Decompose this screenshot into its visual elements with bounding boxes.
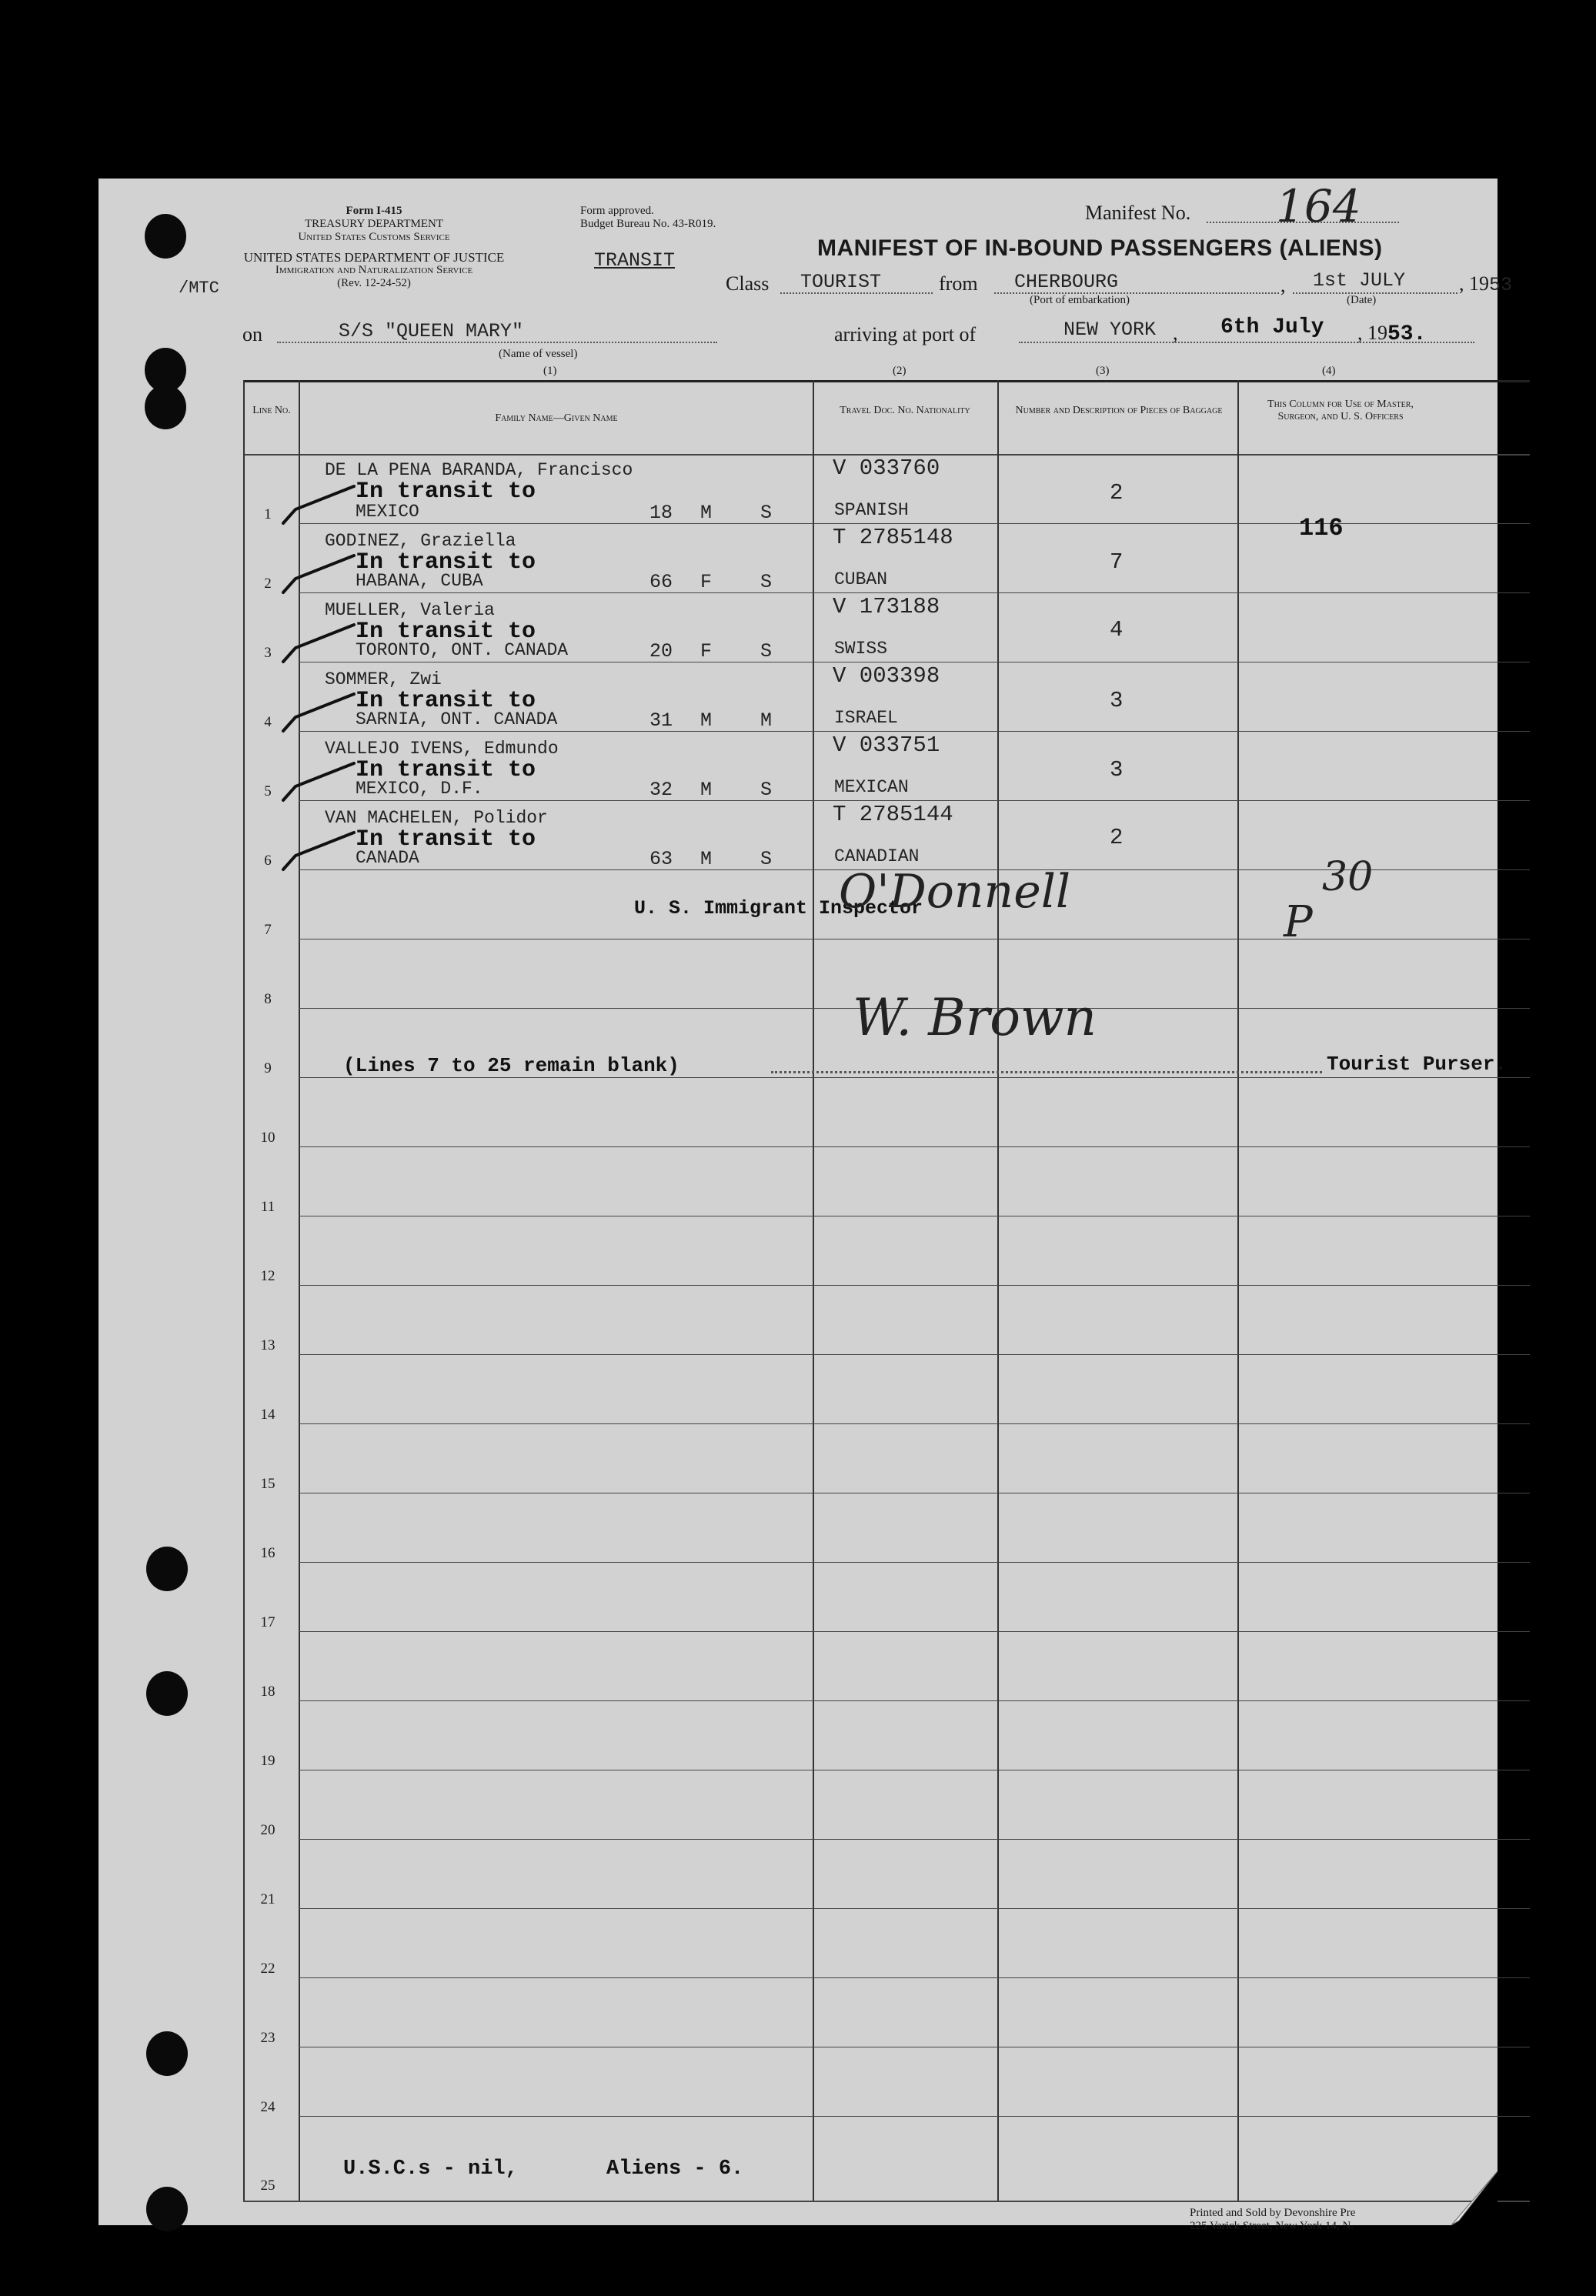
passenger-name: SOMMER, Zwi	[325, 669, 442, 689]
header-travel-doc: Travel Doc. No. Nationality	[840, 405, 970, 416]
sex: M	[700, 709, 713, 732]
transit-label: In transit to	[356, 757, 536, 783]
blank-lines-note: (Lines 7 to 25 remain blank)	[343, 1054, 679, 1077]
passenger-name: MUELLER, Valeria	[325, 600, 495, 620]
line-number: 20	[260, 1822, 275, 1838]
punch-hole	[146, 2031, 188, 2076]
inspector-note-bottom: P	[1284, 897, 1313, 947]
line-number: 24	[260, 2099, 275, 2115]
age: 63	[649, 848, 673, 870]
passenger-name: VALLEJO IVENS, Edmundo	[325, 739, 559, 759]
vessel-name: S/S "QUEEN MARY"	[339, 320, 524, 342]
form-revision: (Rev. 12-24-52)	[337, 277, 411, 289]
column-2-caption: (2)	[893, 365, 907, 377]
transit-label: In transit to	[356, 619, 536, 645]
marital-status: M	[760, 709, 773, 732]
on-label: on	[242, 323, 262, 345]
port-of-arrival: NEW YORK	[1063, 319, 1157, 341]
class-value: TOURIST	[800, 271, 882, 293]
embarkation-caption: (Port of embarkation)	[1030, 294, 1130, 306]
punch-hole	[146, 1671, 188, 1716]
line-number: 13	[260, 1337, 275, 1353]
transit-label: In transit to	[356, 688, 536, 714]
printer-line-2: 225 Varick Street, New York 14, N.	[1190, 2220, 1354, 2232]
column-4-caption: (4)	[1322, 365, 1336, 377]
marital-status: S	[760, 779, 773, 801]
date-caption: (Date)	[1347, 294, 1377, 306]
vessel-caption: (Name of vessel)	[499, 348, 578, 360]
transit-label: In transit to	[356, 479, 536, 505]
budget-bureau: Budget Bureau No. 43-R019.	[580, 218, 716, 230]
port-of-embarkation: CHERBOURG	[1014, 271, 1119, 293]
baggage-count: 7	[1110, 549, 1124, 575]
officer-note: 116	[1299, 514, 1344, 542]
printer-line-1: Printed and Sold by Devonshire Pre	[1190, 2207, 1356, 2219]
marital-status: S	[760, 640, 773, 662]
check-marks	[277, 479, 369, 879]
line-number: 10	[260, 1130, 275, 1146]
line-number: 5	[264, 783, 272, 799]
transit-label: In transit to	[356, 549, 536, 576]
column-1-caption: (1)	[543, 365, 557, 377]
line-number: 25	[260, 2178, 275, 2194]
manifest-title: MANIFEST OF IN-BOUND PASSENGERS (ALIENS)	[817, 235, 1383, 261]
travel-doc-number: V 003398	[833, 663, 940, 689]
from-label: from	[939, 272, 978, 295]
customs-service: United States Customs Service	[298, 231, 450, 243]
line-number: 8	[264, 991, 272, 1007]
line-number: 21	[260, 1891, 275, 1907]
sex: F	[700, 640, 713, 662]
nationality: CUBAN	[834, 569, 888, 589]
inspector-signature: O'Donnell	[839, 865, 1071, 919]
travel-doc-number: T 2785144	[833, 802, 953, 827]
marital-status: S	[760, 571, 773, 593]
mtc-mark: /MTC	[179, 279, 219, 298]
travel-doc-number: T 2785148	[833, 525, 953, 550]
manifest-label: Manifest No.	[1085, 202, 1191, 224]
baggage-count: 2	[1110, 480, 1124, 506]
purser-title: Tourist Purser.	[1327, 1053, 1508, 1076]
destination: MEXICO, D.F.	[356, 779, 483, 799]
nationality: CANADIAN	[834, 846, 920, 866]
arrival-date: 6th July	[1220, 315, 1324, 339]
baggage-count: 4	[1110, 617, 1124, 642]
line-number: 17	[260, 1614, 275, 1630]
line-number: 23	[260, 2030, 275, 2046]
class-label: Class	[726, 272, 770, 295]
column-3-caption: (3)	[1096, 365, 1110, 377]
punch-hole	[145, 214, 186, 259]
nationality: SPANISH	[834, 500, 909, 520]
baggage-count: 2	[1110, 825, 1124, 850]
header-name: Family Name—Given Name	[495, 412, 618, 424]
folded-corner	[1451, 2171, 1498, 2225]
header-officers: This Column for Use of Master, Surgeon, and U. S. Officers	[1267, 399, 1414, 422]
line-number: 22	[260, 1961, 275, 1977]
line-number: 15	[260, 1476, 275, 1492]
punch-hole	[146, 1547, 188, 1591]
age: 66	[649, 571, 673, 593]
line-number: 12	[260, 1268, 275, 1284]
destination: CANADA	[356, 848, 419, 868]
marital-status: S	[760, 848, 773, 870]
form-number: Form I-415	[346, 205, 402, 217]
manifest-sheet: Form I-415 TREASURY DEPARTMENT United States Customs Service UNITED STATES DEPARTMENT OF JUSTICE Immigration and Naturalization Service (Rev. 12-24-52) /MTC Form approved. Budget Bureau No. 43-R019. TRANSIT Manifest No. 164 MANIFEST OF IN-BOUND PASSENGERS (ALIENS) Class TOURIST from CHERBOURG (Port of embarkation) , 1st JULY (Date) , 1953 on S/S "QUEEN MARY" (Name of vessel) (1) arriving at port of NEW YORK , 6th July , 1953. (2) (3) (4) Line No. Family Name—Given Name Travel Doc. No. Nationality Number and Description of Pieces of Baggage This Column for Use of Master, Surgeon, and U. S. Officers 1 2 3 4 5 6 7 8 9 10 11 12 13 14 15 16 17 18 19 20 21 22 23 24 25 DE LA PENA BARANDA, Francisco In transit to MEXICO 18 M S V 033760 SPANISH 2 116 GODINEZ, Graziella In transit to HABANA, CUBA 66 F S T 2785148 CUBAN 7 MUELLER, Valeria In transit to TORONTO, ONT. CANADA 20 F S V 173188 SWISS 4 SOMMER, Zwi In transit to SARNIA, ONT. CANADA 31 M M V 003398 ISRAEL 3 VALLEJO IVENS, Edmundo In transit to MEXICO, D.F. 32 M S V 033751 MEXICAN 3 VAN MACHELEN, Polidor In transit to CANADA 63 M S T 2785144 CANADIAN 2 U. S. Immigrant Inspector O'Donnell 30 P (Lines 7 to 25 remain blank) W. Brown Tourist Purser. U.S.C.s - nil, Aliens - 6. Printed and Sold by Devonshire Pre 225 Varick Street, New York 14, N.	[98, 179, 1498, 2225]
line-number: 16	[260, 1545, 275, 1561]
sex: M	[700, 848, 713, 870]
line-number: 14	[260, 1407, 275, 1423]
treasury-dept: TREASURY DEPARTMENT	[304, 218, 444, 230]
justice-dept: UNITED STATES DEPARTMENT OF JUSTICE	[243, 250, 505, 265]
travel-doc-number: V 033760	[833, 456, 940, 481]
passenger-name: GODINEZ, Graziella	[325, 531, 516, 551]
transit-label: In transit to	[356, 826, 536, 853]
destination: SARNIA, ONT. CANADA	[356, 709, 558, 729]
destination: TORONTO, ONT. CANADA	[356, 640, 569, 660]
header-line-no: Line No.	[252, 405, 291, 416]
arriving-label: arriving at port of	[834, 323, 977, 345]
age: 31	[649, 709, 673, 732]
line-number: 18	[260, 1684, 275, 1700]
year-prefix: 19	[1469, 272, 1489, 295]
travel-doc-number: V 033751	[833, 733, 940, 758]
line-number: 2	[264, 576, 272, 592]
sex: M	[700, 779, 713, 801]
destination: HABANA, CUBA	[356, 571, 483, 591]
manifest-number: 164	[1276, 180, 1361, 232]
passenger-name: DE LA PENA BARANDA, Francisco	[325, 460, 633, 480]
transit-stamp: TRANSIT	[594, 249, 676, 272]
line-number: 9	[264, 1060, 272, 1076]
nationality: SWISS	[834, 639, 888, 659]
ins-service: Immigration and Naturalization Service	[275, 264, 473, 276]
line-number: 1	[264, 506, 272, 522]
line-number: 19	[260, 1753, 275, 1769]
line-number: 4	[264, 714, 272, 730]
inspector-title: U. S. Immigrant Inspector	[634, 897, 923, 919]
travel-doc-number: V 173188	[833, 594, 940, 619]
destination: MEXICO	[356, 502, 419, 522]
baggage-count: 3	[1110, 688, 1124, 713]
age: 18	[649, 502, 673, 524]
age: 20	[649, 640, 673, 662]
form-approved: Form approved.	[580, 205, 654, 217]
embarkation-year: 53	[1489, 274, 1513, 296]
nationality: ISRAEL	[834, 708, 898, 728]
marital-status: S	[760, 502, 773, 524]
age: 32	[649, 779, 673, 801]
summary-aliens: Aliens - 6.	[606, 2158, 744, 2181]
nationality: MEXICAN	[834, 777, 909, 797]
summary-uscs: U.S.C.s - nil,	[343, 2158, 518, 2181]
header-baggage: Number and Description of Pieces of Baggage	[1015, 405, 1223, 416]
embarkation-date: 1st JULY	[1313, 269, 1406, 292]
arrival-year: 53.	[1387, 322, 1427, 346]
line-number: 6	[264, 853, 272, 869]
passenger-name: VAN MACHELEN, Polidor	[325, 808, 548, 828]
line-number: 3	[264, 645, 272, 661]
sex: M	[700, 502, 713, 524]
line-number: 7	[264, 922, 272, 938]
inspector-note-top: 30	[1322, 854, 1374, 900]
line-number: 11	[260, 1199, 275, 1215]
purser-signature: W. Brown	[853, 988, 1097, 1047]
baggage-count: 3	[1110, 757, 1124, 783]
punch-hole	[145, 385, 186, 429]
sex: F	[700, 571, 713, 593]
punch-hole	[146, 2187, 188, 2231]
